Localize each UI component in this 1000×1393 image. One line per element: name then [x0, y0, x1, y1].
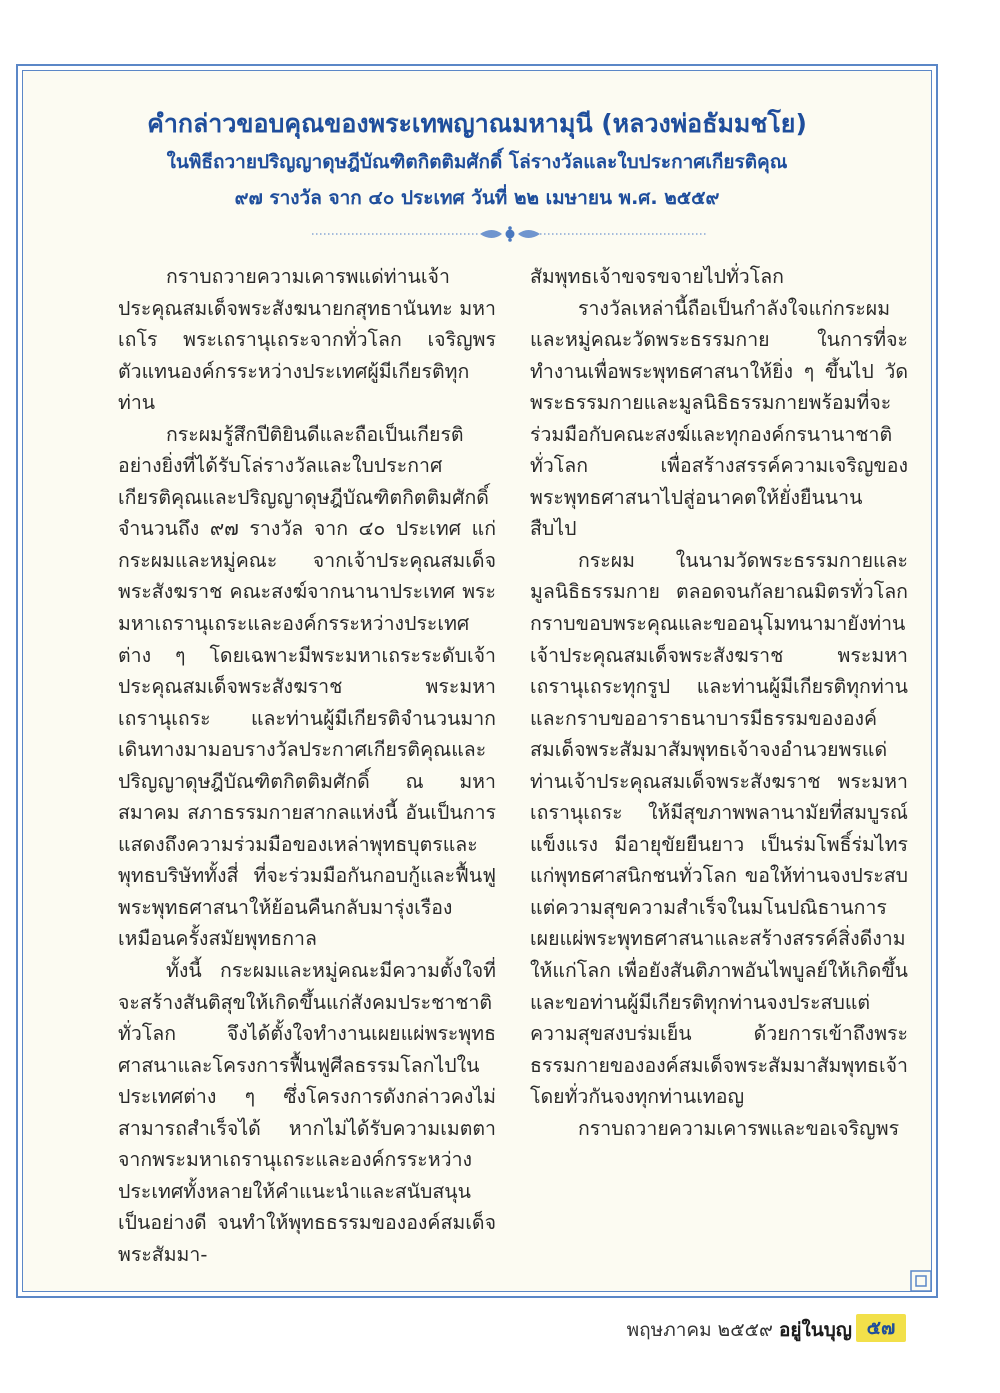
footer-magazine-name: อยู่ในบุญ — [778, 1319, 852, 1341]
footer-issue-date: พฤษภาคม ๒๕๕๙ — [626, 1319, 773, 1341]
ornament-divider-icon — [312, 226, 708, 242]
paragraph-blessing: กระผม ในนามวัดพระธรรมกายและมูลนิธิธรรมกาย ตลอดจนกัลยาณมิตรทั่วโลก กราบขอบพระคุณและขออนุโมทนามายังท่านเจ้าประคุณสมเด็จพระสังฆราช พระมหาเถรานุเถระทุกรูป และท่านผู้มีเกียรติทุกท่าน และกราบขออาราธนาบารมีธรรมขององค์สมเด็จพระสัมมาสัมพุทธเจ้าจงอำนวยพรแด่ท่านเจ้าประคุณสมเด็จพระสังฆราช พระมหาเถรานุเถระ ให้มีสุขภาพพลานามัยที่สมบูรณ์แข็งแรง มีอายุขัยยืนยาว เป็นร่มโพธิ์ร่มไทรแก่พุทธศาสนิกชนทั่วโลก ขอให้ท่านจงประสบแต่ความสุขความสำเร็จในมโนปณิธานการเผยแผ่พระพุทธศาสนาและสร้างสรรค์สิ่งดีงามให้แก่โลก เพื่อยังสันติภาพอันไพบูลย์ให้เกิดขึ้น และขอท่านผู้มีเกียรติทุกท่านจงประสบแต่ความสุขสงบร่มเย็น ด้วยการเข้าถึงพระธรรมกายขององค์สมเด็จพระสัมมาสัมพุทธเจ้าโดยทั่วกันจงทุกท่านเทอญ — [530, 548, 909, 1109]
article-subtitle-line-2: ๙๗ รางวัล จาก ๔๐ ประเทศ วันที่ ๒๒ เมษายน พ.ศ. ๒๕๕๙ — [234, 187, 720, 209]
paragraph-greeting: กราบถวายความเคารพแด่ท่านเจ้าประคุณสมเด็จพระสังฆนายกสุทธานันทะ มหาเถโร พระเถรานุเถระจากทั่วโลก เจริญพรตัวแทนองค์กรระหว่างประเทศผู้มีเกียรติทุกท่าน — [118, 265, 496, 415]
paragraph-closing: กราบถวายความเคารพและขอเจริญพร — [578, 1116, 900, 1140]
article-heading — [22, 104, 932, 216]
left-text-column — [118, 261, 496, 1271]
paragraph-intention: ทั้งนี้ กระผมและหมู่คณะมีความตั้งใจที่จะสร้างสันติสุขให้เกิดขึ้นแก่สังคมประชาชาติทั่วโลก จึงได้ตั้งใจทำงานเผยแผ่พระพุทธศาสนาและโครงการฟื้นฟูศีลธรรมโลกไปในประเทศต่าง ๆ ซึ่งโครงการดังกล่าวคงไม่สามารถสำเร็จได้ หากไม่ได้รับความเมตตาจากพระมหาเถรานุเถระและองค์กรระหว่างประเทศทั้งหลายให้คำแนะนำและสนับสนุนเป็นอย่างดี จนทำให้พุทธธรรมขององค์สมเด็จพระสัมมา- — [118, 959, 496, 1266]
corner-ornament-icon — [909, 1269, 933, 1293]
page-number-badge: ๕๗ — [856, 1314, 906, 1342]
article-title: คำกล่าวขอบคุณของพระเทพญาณมหามุนี (หลวงพ่อธัมมชโย) — [147, 109, 807, 138]
paragraph-gratitude: กระผมรู้สึกปีติยินดีและถือเป็นเกียรติอย่างยิ่งที่ได้รับโล่รางวัลและใบประกาศเกียรติคุณและปริญญาดุษฎีบัณฑิตกิตติมศักดิ์ จำนวนถึง ๙๗ รางวัล จาก ๔๐ ประเทศ แก่กระผมและหมู่คณะ จากเจ้าประคุณสมเด็จพระสังฆราช คณะสงฆ์จากนานาประเทศ พระมหาเถรานุเถระและองค์กรระหว่างประเทศต่าง ๆ โดยเฉพาะมีพระมหาเถระระดับเจ้าประคุณสมเด็จพระสังฆราช พระมหาเถรานุเถระ และท่านผู้มีเกียรติจำนวนมาก เดินทางมามอบรางวัลประกาศเกียรติคุณและปริญญาดุษฎีบัณฑิตกิตติมศักดิ์ ณ มหาสมาคม สภาธรรมกายสากลแห่งนี้ อันเป็นการแสดงถึงความร่วมมือของเหล่าพุทธบุตรและพุทธบริษัททั้งสี่ ที่จะร่วมมือกันกอบกู้และฟื้นฟูพระพุทธศาสนาให้ย้อนคืนกลับมารุ่งเรืองเหมือนครั้งสมัยพุทธกาล — [118, 422, 496, 951]
paragraph-encouragement: รางวัลเหล่านี้ถือเป็นกำลังใจแก่กระผมและหมู่คณะวัดพระธรรมกาย ในการที่จะทำงานเพื่อพระพุทธศาสนาให้ยิ่ง ๆ ขึ้นไป วัดพระธรรมกายและมูลนิธิธรรมกายพร้อมที่จะร่วมมือกับคณะสงฆ์และทุกองค์กรนานาชาติทั่วโลก เพื่อสร้างสรรค์ความเจริญของพระพุทธศาสนาไปสู่อนาคตให้ยั่งยืนนานสืบไป — [530, 296, 908, 541]
paragraph-continuation: สัมพุทธเจ้าขจรขจายไปทั่วโลก — [530, 265, 784, 288]
article-subtitle-line-1: ในพิธีถวายปริญญาดุษฎีบัณฑิตกิตติมศักดิ์ โล่รางวัลและใบประกาศเกียรติคุณ — [166, 151, 788, 173]
page-footer — [0, 1311, 1000, 1345]
right-text-column — [530, 261, 908, 1144]
footer-caption — [627, 1315, 852, 1345]
